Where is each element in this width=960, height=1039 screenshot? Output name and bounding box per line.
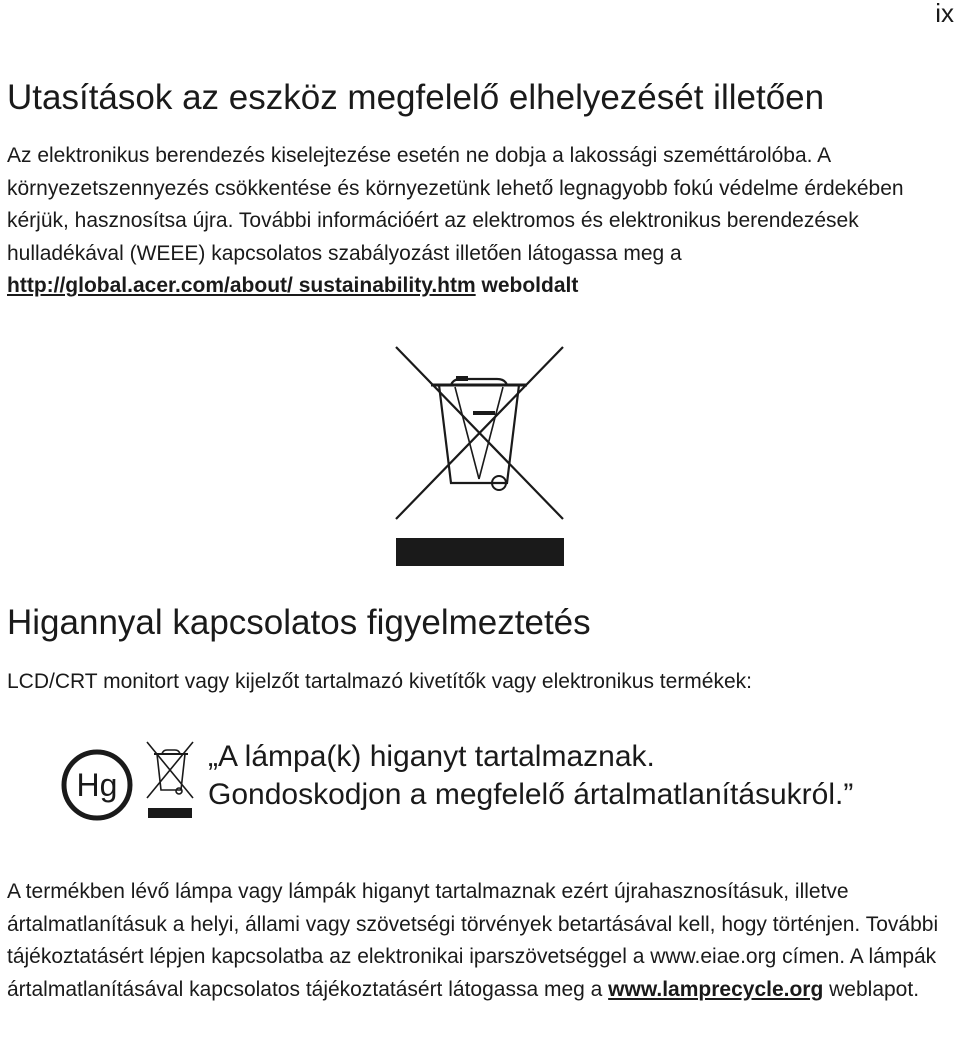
hg-label: Hg (76, 767, 118, 803)
disposal-paragraph (7, 140, 952, 303)
lamprecycle-link[interactable]: www.lamprecycle.org (608, 977, 824, 1001)
disposal-heading: Utasítások az eszköz megfelelő elhelyezését illetően (7, 78, 825, 117)
disposal-text: Az elektronikus berendezés kiselejtezése esetén ne dobja a lakossági szeméttárolóba. A környezetszennyezés csökkentése és környezetünk lehető legnagyobb fokú védelme érdekében kérjük, hasznosítsa újra. További információért az elektromos és elektronikus berendezések hulladékával (WEEE) kapcsolatos szabályozást illetően látogassa meg a (7, 144, 904, 265)
crossed-out-wheelie-bin-icon (393, 343, 573, 571)
mercury-text: A termékben lévő lámpa vagy lámpák higanyt tartalmaznak ezért újrahasznosításuk, illetve ártalmatlanításuk a helyi, állami vagy szövetségi törvények betartásával kell, hogy történjen. További tájékoztatásért lépjen kapcsolatba az elektronikai iparszövetséggel a www.eiae.org címen. A lámpák ártalmatlanításával kapcsolatos tájékoztatásért látogassa meg a (7, 880, 939, 1001)
disposal-text-end: weboldalt (475, 274, 579, 297)
small-crossed-out-bin-icon (145, 740, 197, 822)
warning-line-1: „A lámpa(k) higanyt tartalmaznak. (208, 740, 655, 773)
sustainability-link[interactable]: http://global.acer.com/about/ sustainability.htm (7, 274, 476, 297)
mercury-warning-quote (208, 738, 853, 814)
page-number: ix (935, 0, 954, 28)
mercury-intro: LCD/CRT monitort vagy kijelzőt tartalmazó kivetítők vagy elektronikus termékek: (7, 670, 752, 693)
mercury-text-end: weblapot. (823, 977, 920, 1001)
warning-line-2: Gondoskodjon a megfelelő ártalmatlanításukról.” (208, 778, 854, 811)
mercury-paragraph (7, 876, 952, 1006)
mercury-hg-icon (60, 748, 134, 822)
mercury-heading: Higannyal kapcsolatos figyelmeztetés (7, 603, 591, 642)
